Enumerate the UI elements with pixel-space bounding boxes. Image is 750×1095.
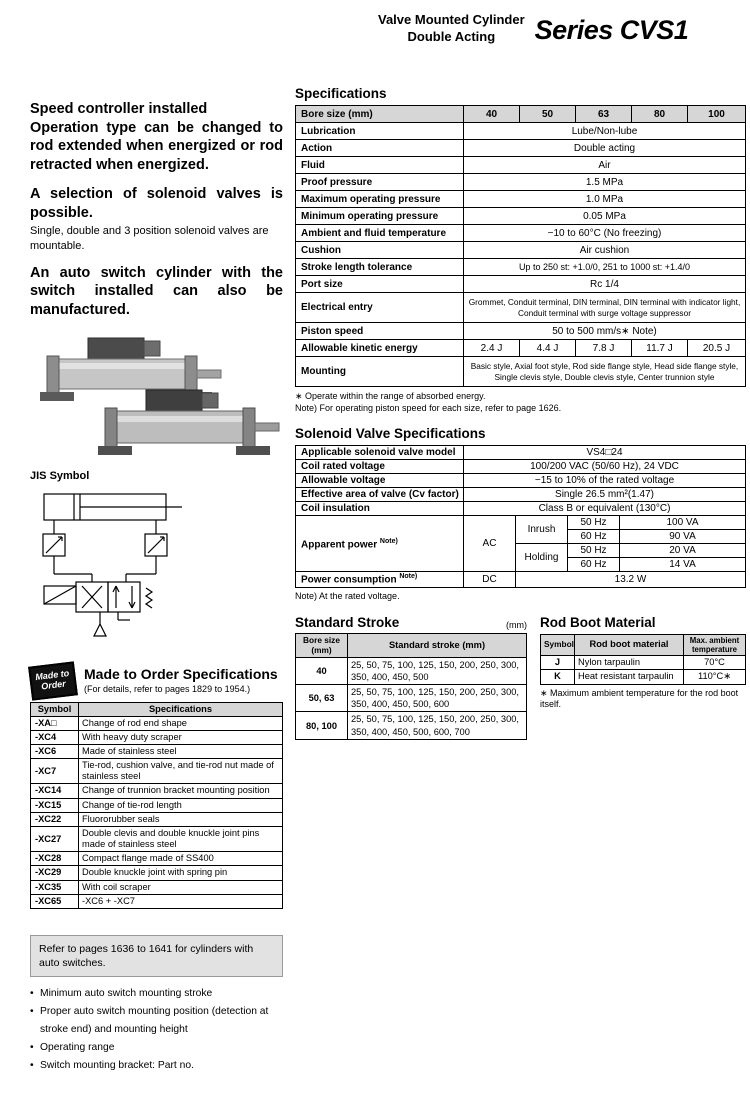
sol-value: Class B or equivalent (130°C) — [464, 502, 746, 516]
table-row — [296, 191, 746, 208]
spec-label: Minimum operating pressure — [296, 208, 464, 225]
auto-switch-bullets — [30, 985, 283, 1075]
spec-value: −10 to 60°C (No freezing) — [464, 225, 746, 242]
table-row — [31, 784, 283, 798]
mto-spec: Compact flange made of SS400 — [79, 852, 283, 866]
list-item: • Minimum auto switch mounting stroke — [30, 985, 283, 1003]
mto-symbol: -XA□ — [31, 716, 79, 730]
inrush-cell: Inrush — [516, 516, 568, 544]
left-column — [30, 100, 283, 1075]
intro-heading-3: An auto switch cylinder with the switch installed can also be manufactured. — [30, 264, 283, 318]
table-row — [296, 123, 746, 140]
rb-temp: 110°C∗ — [684, 670, 746, 684]
table-row — [296, 259, 746, 276]
rb-col-symbol: Symbol — [541, 634, 575, 656]
table-row — [296, 685, 527, 712]
table-row — [296, 658, 527, 685]
mto-spec: With heavy duty scraper — [79, 730, 283, 744]
auto-switch-refer-box: Refer to pages 1636 to 1641 for cylinders with auto switches. — [30, 935, 283, 977]
spec-label: Ambient and fluid temperature — [296, 225, 464, 242]
jis-symbol-drawing — [30, 486, 250, 646]
power-consumption-note: Note) — [399, 573, 418, 581]
mto-spec: With coil scraper — [79, 880, 283, 894]
table-row — [296, 633, 527, 658]
sol-label: Effective area of valve (Cv factor) — [296, 488, 464, 502]
jis-symbol-label: JIS Symbol — [30, 469, 90, 482]
mto-symbol: -XC29 — [31, 866, 79, 880]
mto-spec: Change of rod end shape — [79, 716, 283, 730]
intro-heading-1: Speed controller installed — [30, 101, 208, 117]
freq-cell: 60 Hz — [568, 530, 620, 544]
list-item: • Proper auto switch mounting position (detection at stroke end) and mounting height — [30, 1003, 283, 1039]
mto-symbol: -XC15 — [31, 798, 79, 812]
table-row — [296, 225, 746, 242]
spec-value: 1.5 MPa — [464, 174, 746, 191]
standard-stroke-table — [295, 633, 527, 740]
table-row — [296, 446, 746, 460]
ss-stroke: 25, 50, 75, 100, 125, 150, 200, 250, 300, 350, 400, 450, 500 — [348, 658, 527, 685]
table-row — [31, 716, 283, 730]
apparent-power-label — [296, 516, 464, 572]
bore-63: 63 — [576, 106, 632, 123]
solenoid-table — [295, 445, 746, 587]
spec-value: 1.0 MPa — [464, 191, 746, 208]
ss-col-stroke: Standard stroke (mm) — [348, 633, 527, 658]
table-row — [296, 276, 746, 293]
intro-body-2: Single, double and 3 position solenoid valves are mountable. — [30, 225, 269, 252]
intro-body-1: Operation type can be changed to rod extended when energized or rod retracted when energized. — [30, 119, 283, 173]
mto-symbol: -XC35 — [31, 880, 79, 894]
spec-value: 0.05 MPa — [464, 208, 746, 225]
spec-label: Port size — [296, 276, 464, 293]
rod-boot-footnote: ∗ Maximum ambient temperature for the rod boot itself. — [540, 687, 739, 710]
spec-label: Action — [296, 140, 464, 157]
spec-value: Up to 250 st: +1.0/0, 251 to 1000 st: +1.4/0 — [464, 259, 746, 276]
spec-label: Maximum operating pressure — [296, 191, 464, 208]
doc-title — [378, 12, 525, 46]
spec-label: Piston speed — [296, 323, 464, 340]
table-row — [296, 157, 746, 174]
freq-cell: 50 Hz — [568, 516, 620, 530]
table-row — [296, 712, 527, 739]
table-row — [296, 323, 746, 340]
dc-cell: DC — [464, 572, 516, 587]
table-row — [296, 488, 746, 502]
specifications-title: Specifications — [295, 86, 387, 101]
mto-spec: Double knuckle joint with spring pin — [79, 866, 283, 880]
mto-col-symbol: Symbol — [31, 702, 79, 716]
spec-label: Proof pressure — [296, 174, 464, 191]
table-row — [296, 516, 746, 530]
standard-stroke-title: Standard Stroke — [295, 614, 400, 630]
spec-value: Air cushion — [464, 242, 746, 259]
bore-50: 50 — [520, 106, 576, 123]
ss-stroke: 25, 50, 75, 100, 125, 150, 200, 250, 300, 350, 400, 450, 500, 600 — [348, 685, 527, 712]
made-to-order-titles — [84, 667, 278, 693]
mto-spec: Change of trunnion bracket mounting position — [79, 784, 283, 798]
mto-symbol: -XC27 — [31, 826, 79, 851]
mto-symbol: -XC14 — [31, 784, 79, 798]
mto-symbol: -XC4 — [31, 730, 79, 744]
power-consumption-label — [296, 572, 464, 587]
table-row — [296, 357, 746, 387]
doc-title-line1: Valve Mounted Cylinder — [378, 12, 525, 27]
mto-spec: Made of stainless steel — [79, 744, 283, 758]
kinetic-energy-50: 4.4 J — [520, 340, 576, 357]
made-to-order-badge-line2: Order — [40, 678, 67, 691]
table-row — [31, 744, 283, 758]
apparent-power-text: Apparent power — [301, 538, 378, 550]
bottom-row — [295, 615, 746, 740]
mto-spec: Double clevis and double knuckle joint pins made of stainless steel — [79, 826, 283, 851]
table-row — [296, 140, 746, 157]
table-row — [31, 894, 283, 908]
ss-bore: 80, 100 — [296, 712, 348, 739]
table-row — [541, 670, 746, 684]
table-row — [296, 340, 746, 357]
spec-value: Rc 1/4 — [464, 276, 746, 293]
sol-label: Coil insulation — [296, 502, 464, 516]
table-row — [31, 730, 283, 744]
series-name: Series CVS1 — [534, 14, 689, 45]
intro-heading-2: A selection of solenoid valves is possible. — [30, 186, 283, 221]
mto-spec: Fluororubber seals — [79, 812, 283, 826]
table-row — [296, 242, 746, 259]
spec-value: Lube/Non-lube — [464, 123, 746, 140]
table-row — [296, 460, 746, 474]
spec-label: Lubrication — [296, 123, 464, 140]
ss-stroke: 25, 50, 75, 100, 125, 150, 200, 250, 300, 350, 400, 450, 500, 600, 700 — [348, 712, 527, 739]
rb-col-material: Rod boot material — [575, 634, 684, 656]
doc-header — [378, 12, 744, 46]
va-cell: 90 VA — [620, 530, 746, 544]
product-photo — [30, 332, 283, 460]
mto-spec: Tie-rod, cushion valve, and tie-rod nut made of stainless steel — [79, 759, 283, 784]
rb-temp: 70°C — [684, 656, 746, 670]
table-row — [296, 106, 746, 123]
table-row — [31, 798, 283, 812]
table-row — [296, 174, 746, 191]
sol-value: −15 to 10% of the rated voltage — [464, 474, 746, 488]
va-cell: 20 VA — [620, 544, 746, 558]
sol-label: Coil rated voltage — [296, 460, 464, 474]
sol-value: 100/200 VAC (50/60 Hz), 24 VDC — [464, 460, 746, 474]
table-row — [31, 759, 283, 784]
made-to-order-table — [30, 702, 283, 909]
table-row — [296, 502, 746, 516]
table-row — [31, 826, 283, 851]
rb-material: Heat resistant tarpaulin — [575, 670, 684, 684]
rb-material: Nylon tarpaulin — [575, 656, 684, 670]
mto-symbol: -XC6 — [31, 744, 79, 758]
spec-label: Allowable kinetic energy — [296, 340, 464, 357]
sol-value: Single 26.5 mm²(1.47) — [464, 488, 746, 502]
right-column — [295, 86, 746, 740]
ss-col-bore: Bore size (mm) — [296, 633, 348, 658]
rb-symbol: J — [541, 656, 575, 670]
solenoid-title: Solenoid Valve Specifications — [295, 426, 486, 442]
spec-value: 50 to 500 mm/s∗ Note) — [464, 323, 746, 340]
ss-bore: 40 — [296, 658, 348, 685]
sol-label: Allowable voltage — [296, 474, 464, 488]
made-to-order-title: Made to Order Specifications — [84, 666, 278, 683]
made-to-order-subtitle: (For details, refer to pages 1829 to 1954.) — [84, 683, 251, 694]
standard-stroke-unit: (mm) — [506, 619, 527, 630]
spec-value: Air — [464, 157, 746, 174]
mto-symbol: -XC28 — [31, 852, 79, 866]
mto-symbol: -XC7 — [31, 759, 79, 784]
bore-100: 100 — [688, 106, 746, 123]
freq-cell: 50 Hz — [568, 544, 620, 558]
power-consumption-text: Power consumption — [301, 574, 397, 586]
table-row — [31, 852, 283, 866]
spec-value: Grommet, Conduit terminal, DIN terminal, DIN terminal with indicator light, Conduit terminal with surge voltage suppressor — [464, 293, 746, 323]
spec-footnote-1: ∗ Operate within the range of absorbed energy. — [295, 391, 486, 401]
standard-stroke-block — [295, 615, 527, 740]
ss-bore: 50, 63 — [296, 685, 348, 712]
rod-boot-title: Rod Boot Material — [540, 614, 656, 630]
kinetic-energy-40: 2.4 J — [464, 340, 520, 357]
mto-symbol: -XC65 — [31, 894, 79, 908]
spec-label: Fluid — [296, 157, 464, 174]
table-row — [31, 880, 283, 894]
solenoid-footnote: Note) At the rated voltage. — [295, 590, 400, 601]
rod-boot-block — [540, 615, 746, 711]
apparent-power-note: Note) — [379, 537, 398, 545]
ac-cell: AC — [464, 516, 516, 572]
bore-80: 80 — [632, 106, 688, 123]
specifications-table — [295, 105, 746, 387]
table-row — [31, 866, 283, 880]
made-to-order-badge — [28, 661, 78, 700]
specifications-footnotes — [295, 390, 746, 414]
spec-label: Stroke length tolerance — [296, 259, 464, 276]
spec-head-label: Bore size (mm) — [296, 106, 464, 123]
made-to-order-header — [30, 664, 283, 698]
mto-symbol: -XC22 — [31, 812, 79, 826]
doc-title-line2: Double Acting — [407, 28, 496, 44]
spec-label: Mounting — [296, 357, 464, 387]
table-row — [296, 208, 746, 225]
rb-symbol: K — [541, 670, 575, 684]
bore-40: 40 — [464, 106, 520, 123]
product-photo-graphic — [30, 332, 283, 460]
spec-label: Cushion — [296, 242, 464, 259]
kinetic-energy-80: 11.7 J — [632, 340, 688, 357]
spec-footnote-2: Note) For operating piston speed for each size, refer to page 1626. — [295, 403, 562, 414]
table-row — [296, 474, 746, 488]
spec-label: Electrical entry — [296, 293, 464, 323]
mto-col-spec: Specifications — [79, 702, 283, 716]
va-cell: 100 VA — [620, 516, 746, 530]
freq-cell: 60 Hz — [568, 558, 620, 572]
dc-watt-cell: 13.2 W — [516, 572, 746, 587]
list-item: • Switch mounting bracket: Part no. — [30, 1057, 283, 1075]
sol-label: Applicable solenoid valve model — [296, 446, 464, 460]
table-row — [296, 293, 746, 323]
mto-spec: Change of tie-rod length — [79, 798, 283, 812]
table-row — [541, 634, 746, 656]
va-cell: 14 VA — [620, 558, 746, 572]
rb-col-temp: Max. ambient temperature — [684, 634, 746, 656]
table-row — [296, 572, 746, 587]
rod-boot-table — [540, 634, 746, 685]
kinetic-energy-63: 7.8 J — [576, 340, 632, 357]
list-item: • Operating range — [30, 1039, 283, 1057]
kinetic-energy-100: 20.5 J — [688, 340, 746, 357]
sol-value: VS4□24 — [464, 446, 746, 460]
mto-spec: -XC6 + -XC7 — [79, 894, 283, 908]
spec-value: Basic style, Axial foot style, Rod side flange style, Head side flange style, Single clevis style, Double clevis style, Center trunnion style — [464, 357, 746, 387]
table-row — [541, 656, 746, 670]
made-to-order-badge-line1: Made to — [34, 667, 70, 682]
spec-value: Double acting — [464, 140, 746, 157]
holding-cell: Holding — [516, 544, 568, 572]
table-row — [31, 812, 283, 826]
